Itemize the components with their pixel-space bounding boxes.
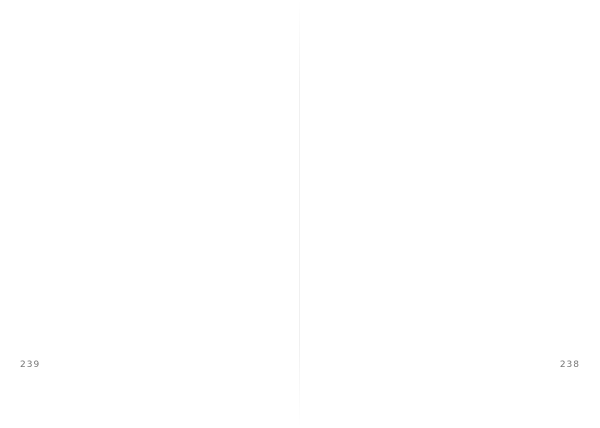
left-page-body (40, 58, 280, 376)
right-page-body (318, 58, 580, 376)
right-page (300, 0, 600, 428)
left-page-number: 239 (20, 360, 41, 370)
right-page-number: 238 (559, 360, 580, 370)
